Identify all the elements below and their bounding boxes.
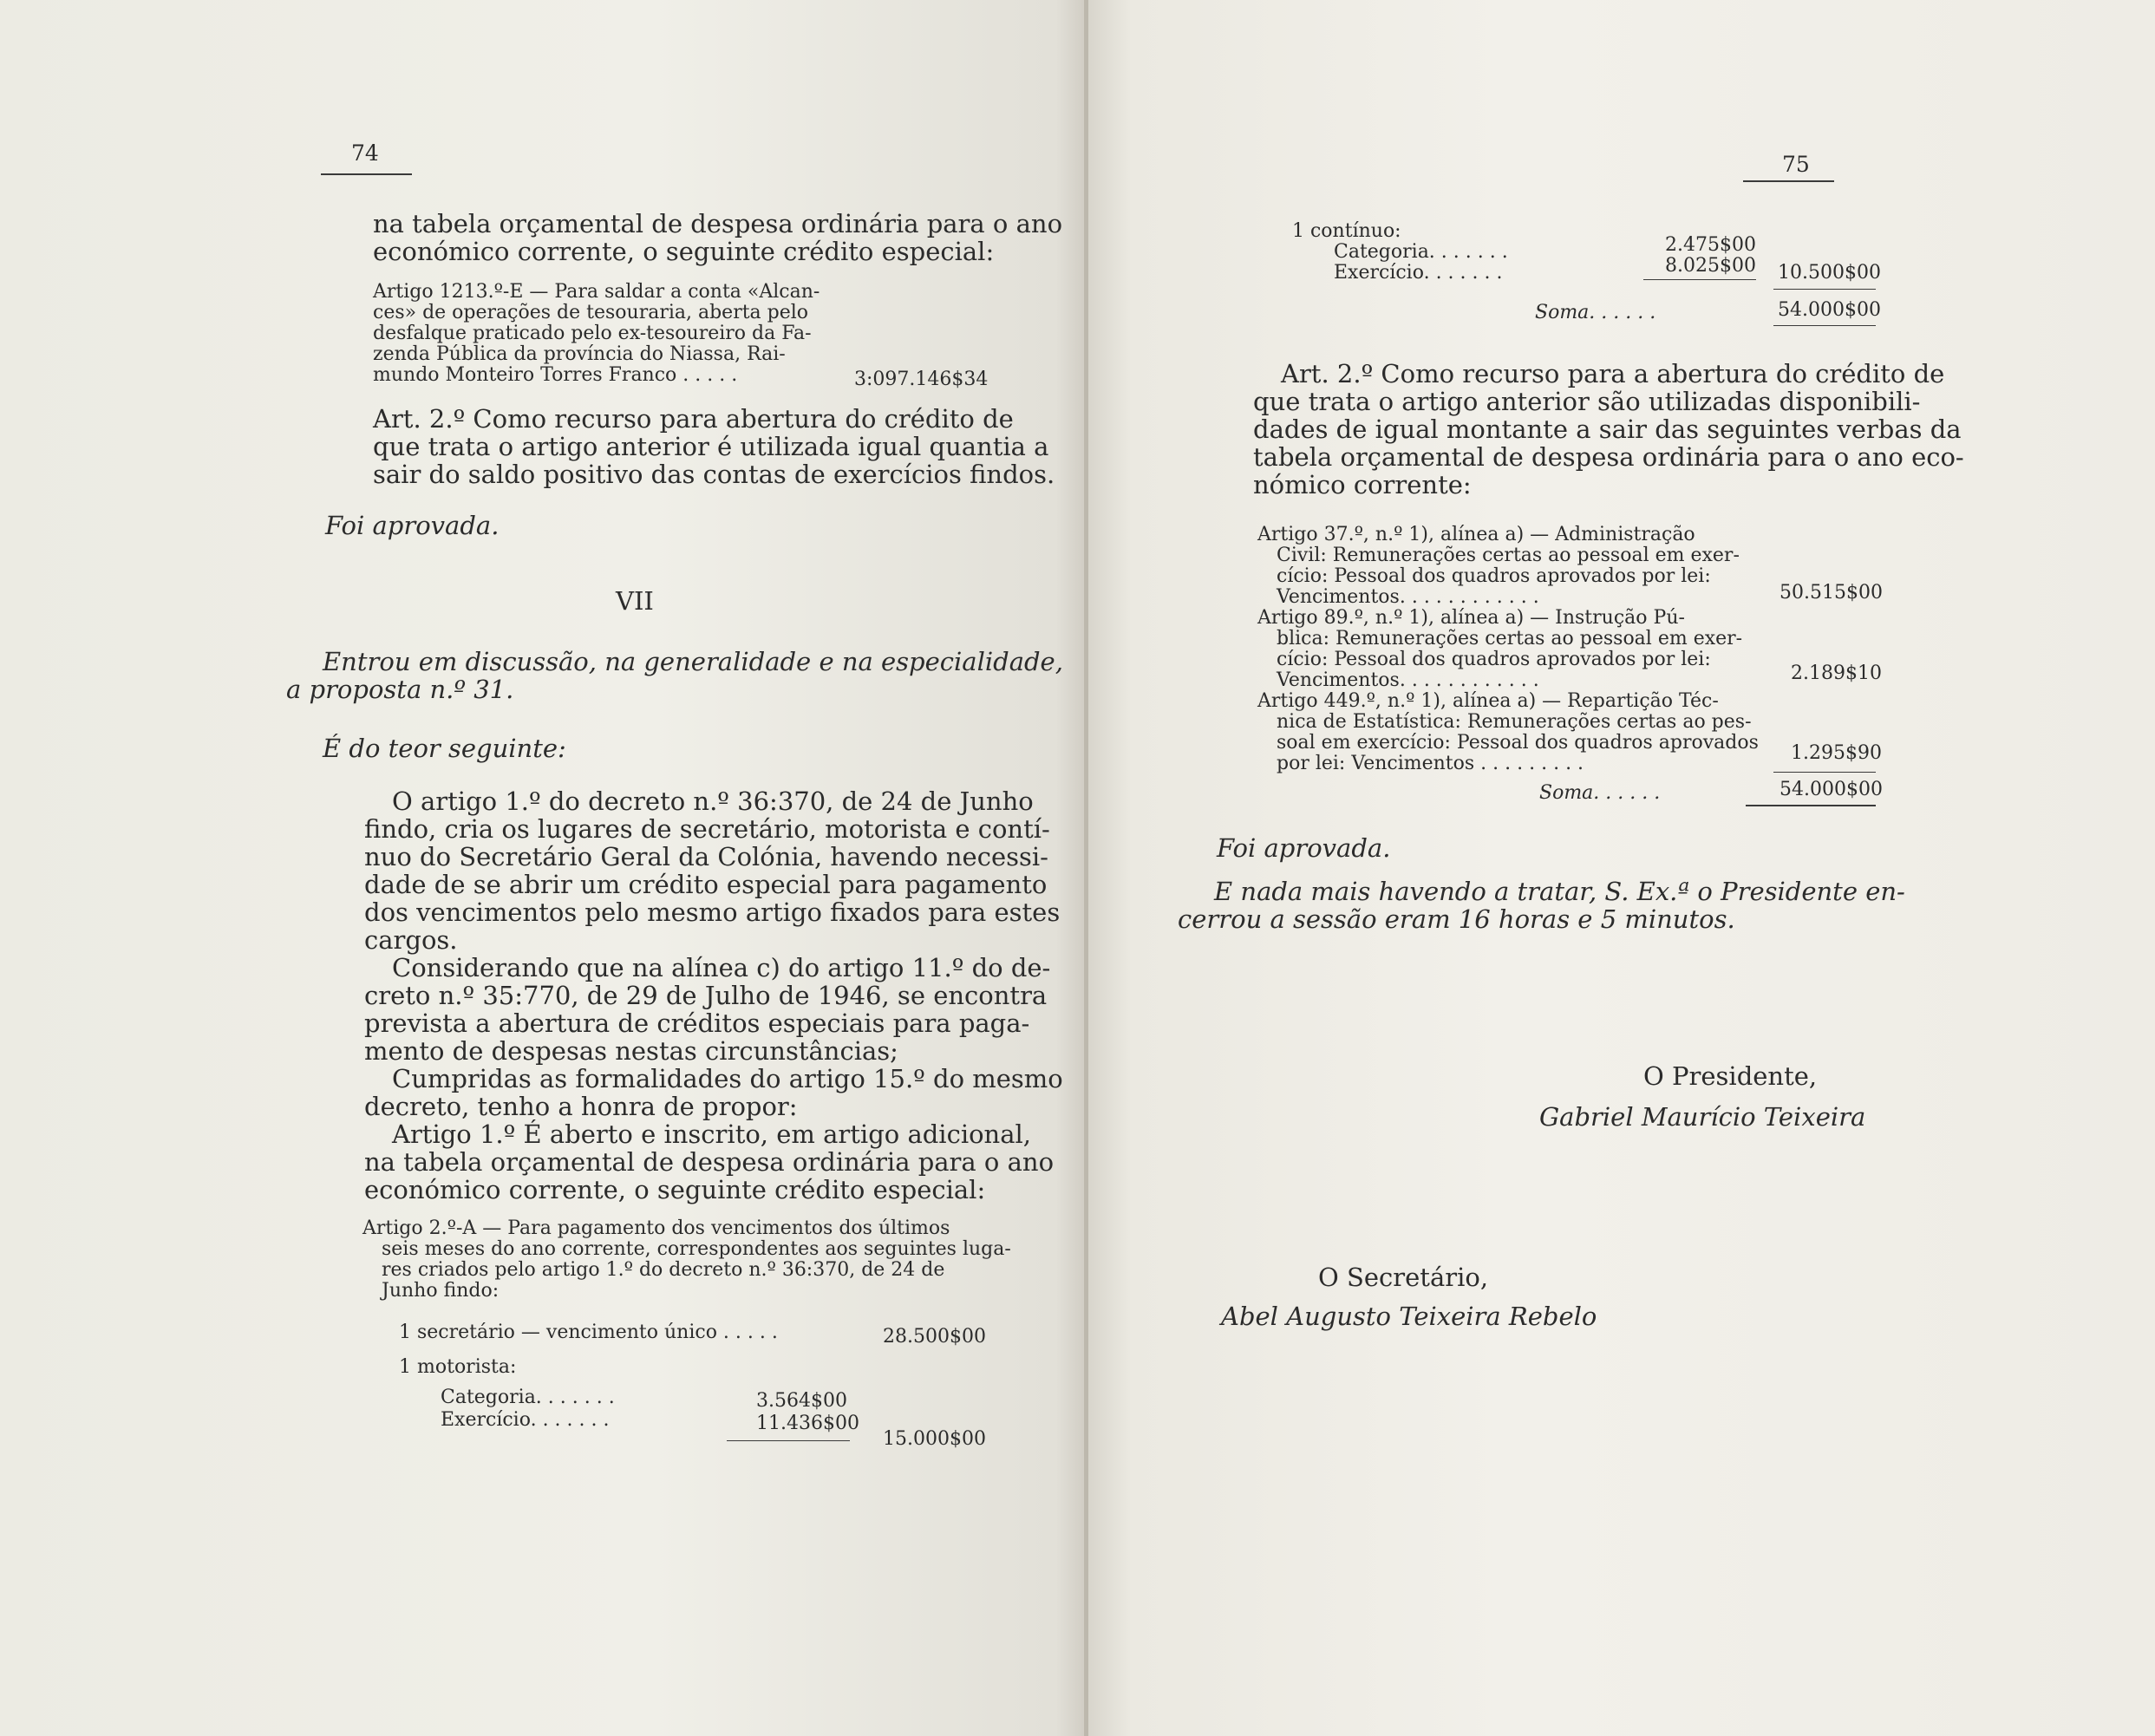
exercicio-amount: 8.025$00	[1665, 255, 1756, 277]
text-line: económico corrente, o seguinte crédito especial:	[364, 1175, 986, 1204]
proposal-text	[364, 787, 1063, 1204]
continuo-label: 1 contínuo:	[1292, 220, 1401, 242]
text-line: Artigo 449.º, n.º 1), alínea a) — Repartição Téc-	[1257, 690, 1719, 712]
text-line: cerrou a sessão eram 16 horas e 5 minutos.	[1178, 904, 1735, 934]
text-line: mento de despesas nestas circunstâncias;	[364, 1036, 898, 1066]
sum-rule	[1773, 289, 1876, 290]
approved-note: Foi aprovada.	[1217, 833, 1391, 863]
article-1213-amount: 3:097.146$34	[854, 369, 989, 390]
page-number-rule	[321, 173, 412, 175]
text-line: decreto, tenho a honra de propor:	[364, 1092, 798, 1121]
text-line: nica de Estatística: Remunerações certas ao pes-	[1277, 711, 1752, 733]
text-line: E nada mais havendo a tratar, S. Ex.ª o Presidente en-	[1214, 877, 1905, 906]
text-line: Artigo 89.º, n.º 1), alínea a) — Instrução Pú-	[1257, 607, 1685, 629]
secretary-name: Abel Augusto Teixeira Rebelo	[1221, 1302, 1597, 1331]
sum-rule	[1773, 772, 1876, 773]
text-line: sair do saldo positivo das contas de exercícios findos.	[373, 460, 1055, 489]
text-line: cargos.	[364, 925, 458, 955]
page-number-rule	[1743, 180, 1834, 182]
text-line: Artigo 37.º, n.º 1), alínea a) — Administração	[1257, 524, 1695, 545]
secretary-title: O Secretário,	[1318, 1263, 1489, 1292]
text-line: ces» de operações de tesouraria, aberta pelo	[373, 302, 809, 323]
text-line: blica: Remunerações certas ao pessoal em exer-	[1277, 628, 1743, 649]
text-line: económico corrente, o seguinte crédito especial:	[373, 237, 995, 266]
motorista-total: 15.000$00	[883, 1428, 986, 1450]
secretario-label: 1 secretário — vencimento único . . . . .	[399, 1322, 778, 1343]
text-line: seis meses do ano corrente, correspondentes aos seguintes luga-	[382, 1238, 1011, 1260]
text-line: Vencimentos. . . . . . . . . . . .	[1277, 586, 1539, 608]
text-line: Civil: Remunerações certas ao pessoal em exer-	[1277, 545, 1740, 566]
categoria-amount: 2.475$00	[1665, 234, 1756, 256]
text-line: desfalque praticado pelo ex-tesoureiro da Fa-	[373, 323, 812, 344]
text-line: cício: Pessoal dos quadros aprovados por lei:	[1277, 565, 1711, 587]
tenor-note: É do teor seguinte:	[323, 734, 566, 763]
categoria-amount: 3.564$00	[756, 1390, 847, 1412]
sum-rule	[1746, 805, 1876, 806]
text-line: na tabela orçamental de despesa ordinária para o ano	[364, 1147, 1055, 1177]
secretario-amount: 28.500$00	[883, 1326, 986, 1348]
text-line: Vencimentos. . . . . . . . . . . .	[1277, 669, 1539, 691]
president-name: Gabriel Maurício Teixeira	[1539, 1102, 1866, 1132]
article-2a	[362, 1218, 1011, 1302]
closing-paragraph	[1178, 878, 1905, 933]
text-line: Artigo 1.º É aberto e inscrito, em artigo adicional,	[392, 1119, 1032, 1149]
subtotal-rule	[727, 1440, 850, 1441]
verba-89-amount: 2.189$10	[1791, 662, 1882, 684]
text-line: tabela orçamental de despesa ordinária para o ano eco-	[1253, 442, 1964, 472]
page-number: 74	[351, 140, 379, 166]
discussion-paragraph	[286, 648, 1063, 703]
sum-rule	[1773, 325, 1876, 326]
verba-449-amount: 1.295$90	[1791, 742, 1882, 764]
text-line: cício: Pessoal dos quadros aprovados por lei:	[1277, 649, 1711, 670]
page-number: 75	[1782, 152, 1810, 177]
text-line: Entrou em discussão, na generalidade e na especialidade,	[323, 647, 1063, 676]
art2-paragraph	[373, 405, 1055, 488]
text-line: nuo do Secretário Geral da Colónia, havendo necessi-	[364, 842, 1048, 871]
president-title: O Presidente,	[1643, 1061, 1818, 1091]
text-line: nómico corrente:	[1253, 470, 1472, 499]
soma2-amount: 54.000$00	[1780, 779, 1883, 800]
verba-449	[1257, 691, 1759, 774]
soma2-label: Soma. . . . . .	[1539, 782, 1661, 804]
motorista-label: 1 motorista:	[399, 1356, 517, 1378]
verba-37	[1257, 525, 1740, 608]
text-line: mundo Monteiro Torres Franco . . . . .	[373, 364, 738, 386]
categoria-label: Categoria. . . . . . .	[1334, 241, 1508, 263]
exercicio-label: Exercício. . . . . . .	[441, 1409, 610, 1431]
text-line: Art. 2.º Como recurso para abertura do crédito de	[373, 404, 1014, 434]
text-line: Junho findo:	[382, 1280, 500, 1302]
section-number: VII	[616, 586, 654, 616]
verba-37-amount: 50.515$00	[1780, 582, 1883, 604]
text-line: Artigo 2.º-A — Para pagamento dos vencimentos dos últimos	[362, 1217, 950, 1239]
exercicio-label: Exercício. . . . . . .	[1334, 262, 1503, 284]
text-line: dades de igual montante a sair das seguintes verbas da	[1253, 414, 1962, 444]
text-line: dos vencimentos pelo mesmo artigo fixados para estes	[364, 897, 1061, 927]
soma1-amount: 54.000$00	[1778, 299, 1881, 321]
text-line: zenda Pública da província do Niassa, Rai-	[373, 343, 786, 365]
right-page	[1088, 0, 2155, 1736]
approved-note: Foi aprovada.	[325, 511, 500, 540]
text-line: res criados pelo artigo 1.º do decreto n.º 36:370, de 24 de	[382, 1259, 945, 1281]
verba-89	[1257, 608, 1742, 691]
text-line: prevista a abertura de créditos especiais para paga-	[364, 1008, 1030, 1038]
soma1-label: Soma. . . . . .	[1535, 302, 1656, 323]
text-line: findo, cria os lugares de secretário, motorista e contí-	[364, 814, 1050, 844]
text-line: a proposta n.º 31.	[286, 675, 514, 704]
text-line: que trata o artigo anterior são utilizadas disponibili-	[1253, 387, 1921, 416]
intro-paragraph	[373, 210, 1062, 265]
categoria-label: Categoria. . . . . . .	[441, 1387, 615, 1408]
text-line: Artigo 1213.º-E — Para saldar a conta «Alcan-	[373, 281, 820, 303]
text-line: dade de se abrir um crédito especial para pagamento	[364, 870, 1048, 899]
art2-paragraph	[1253, 360, 1964, 499]
text-line: Art. 2.º Como recurso para a abertura do crédito de	[1281, 359, 1945, 388]
text-line: creto n.º 35:770, de 29 de Julho de 1946, se encontra	[364, 981, 1048, 1010]
text-line: que trata o artigo anterior é utilizada igual quantia a	[373, 432, 1049, 461]
exercicio-amount: 11.436$00	[756, 1413, 859, 1434]
text-line: Considerando que na alínea c) do artigo 11.º do de-	[392, 953, 1051, 982]
text-line: na tabela orçamental de despesa ordinária para o ano	[373, 209, 1063, 238]
subtotal-rule	[1643, 279, 1756, 280]
text-line: O artigo 1.º do decreto n.º 36:370, de 24 de Junho	[392, 786, 1034, 816]
text-line: Cumpridas as formalidades do artigo 15.º do mesmo	[392, 1064, 1063, 1093]
text-line: por lei: Vencimentos . . . . . . . . .	[1277, 753, 1584, 774]
article-1213	[373, 282, 859, 386]
continuo-total: 10.500$00	[1778, 262, 1881, 284]
text-line: soal em exercício: Pessoal dos quadros aprovados	[1277, 732, 1759, 754]
